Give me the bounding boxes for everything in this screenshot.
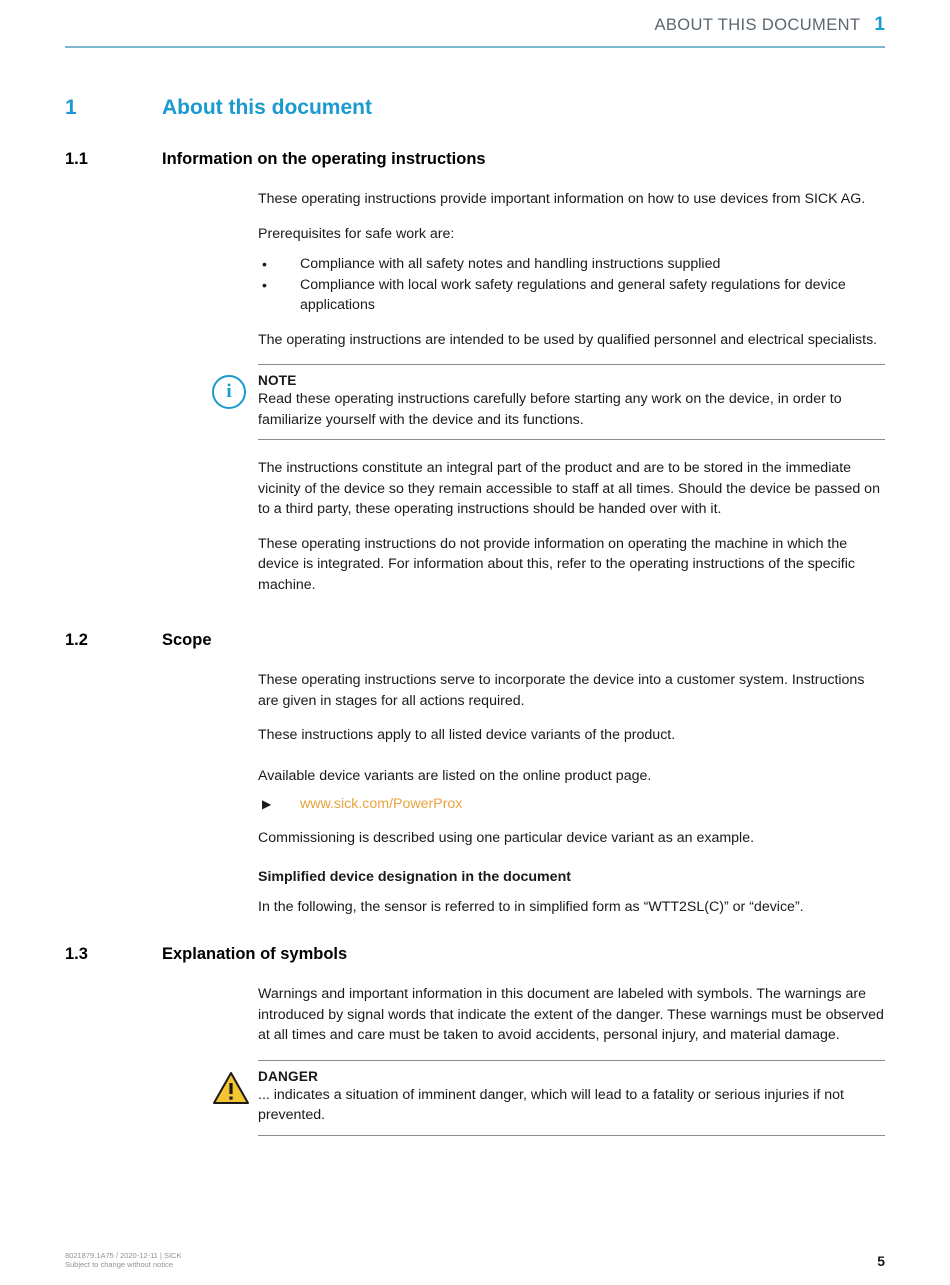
danger-callout (258, 1060, 885, 1136)
paragraph: Prerequisites for safe work are: (258, 225, 455, 242)
section-number: 1.2 (65, 631, 88, 649)
arrow-right-icon: ▶ (262, 797, 272, 811)
section-1-3-body (258, 984, 885, 1046)
note-title: NOTE (258, 373, 297, 388)
footer-disclaimer: Subject to change without notice (65, 1260, 173, 1269)
note-callout (226, 364, 885, 440)
section-title: Explanation of symbols (162, 945, 348, 963)
chapter-number: 1 (65, 96, 77, 119)
section-1-2-body (258, 670, 885, 786)
header-chapter-number: 1 (874, 14, 885, 35)
section-title: Scope (162, 631, 212, 649)
section-1-2-body-cont (258, 828, 885, 917)
danger-title: DANGER (258, 1068, 319, 1084)
chapter-title: About this document (162, 96, 372, 119)
paragraph: These operating instructions do not provide information on operating the machine in which the device is integrated. For information about this, refer to the operating instructions of the specific machine. (258, 535, 855, 593)
section-1-1-body (258, 189, 885, 350)
paragraph: The instructions constitute an integral part of the product and are to be stored in the immediate vicinity of the device so they remain accessible to staff at all times. Should the device be passed on to a third party, these operating instructions should be handed over with it. (258, 460, 880, 517)
document-content (65, 96, 885, 1154)
note-text: Read these operating instructions carefully before starting any work on the device, in order to familiarize yourself with the device and its functions. (258, 391, 842, 428)
paragraph: These instructions apply to all listed device variants of the product. (258, 727, 676, 743)
section-title: Information on the operating instructions (162, 150, 486, 168)
paragraph: These operating instructions serve to incorporate the device into a customer system. Instructions are given in stages for all actions required. (258, 672, 865, 709)
paragraph: Commissioning is described using one particular device variant as an example. (258, 830, 755, 846)
header-title: ABOUT THIS DOCUMENT (654, 16, 861, 34)
section-1-1-body-cont (258, 458, 885, 595)
page-number: 5 (877, 1253, 885, 1269)
paragraph: Available device variants are listed on the online product page. (258, 767, 652, 784)
info-icon: i (212, 375, 250, 413)
paragraph: In the following, the sensor is referred to in simplified form as “WTT2SL(C)” or “device”. (258, 898, 804, 915)
product-page-link[interactable]: www.sick.com/PowerProx (300, 796, 463, 812)
section-heading-1-1 (65, 150, 885, 169)
footer-meta (65, 1251, 181, 1269)
section-number: 1.1 (65, 150, 88, 168)
list-item: • Compliance with all safety notes and handling instructions supplied (258, 254, 885, 275)
list-item: • Compliance with local work safety regulations and general safety regulations for device applications (258, 275, 885, 316)
page-footer (65, 1251, 885, 1269)
section-number: 1.3 (65, 945, 88, 963)
header-divider (65, 46, 885, 48)
danger-text: ... indicates a situation of imminent danger, which will lead to a fatality or serious injuries if not prevented. (258, 1086, 844, 1123)
section-heading-1-3 (65, 945, 885, 964)
prerequisites-list (258, 254, 885, 316)
chapter-heading (65, 96, 885, 120)
warning-triangle-icon (212, 1071, 250, 1109)
paragraph: These operating instructions provide important information on how to use devices from SICK AG. (258, 191, 866, 207)
section-heading-1-2 (65, 631, 885, 650)
page-header (65, 14, 885, 48)
paragraph: The operating instructions are intended to be used by qualified personnel and electrical specialists. (258, 331, 878, 348)
footer-doc-id: 8021879.1A75 / 2020-12-11 | SICK (65, 1251, 182, 1260)
product-page-link-row[interactable] (258, 796, 885, 812)
paragraph: Warnings and important information in this document are labeled with symbols. The warnings are introduced by signal words that indicate the extent of the danger. These warnings must be observed at all times and care must be taken to avoid accidents, personal injury, and material damage. (258, 986, 884, 1043)
subheading: Simplified device designation in the document (258, 868, 571, 885)
